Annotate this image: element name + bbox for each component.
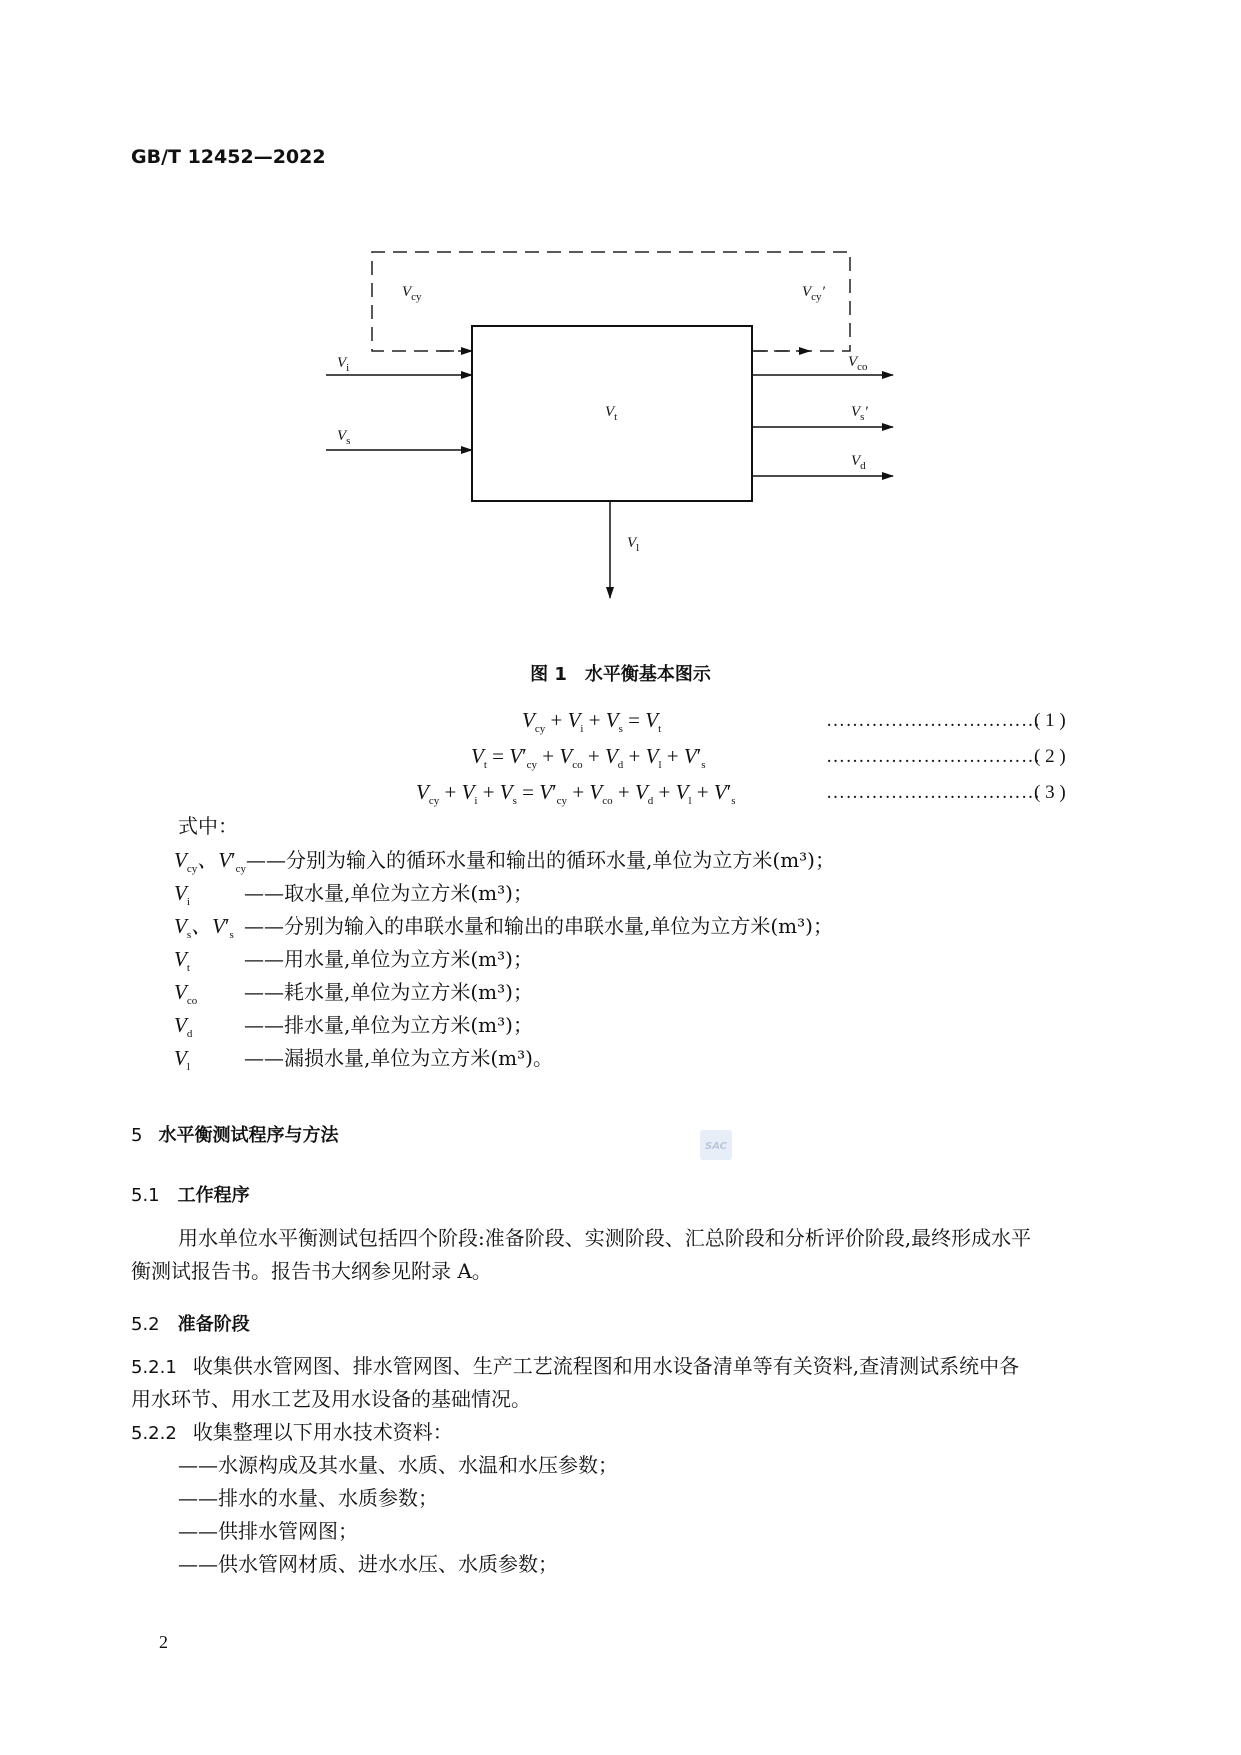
- section-5-1-paragraph-line-1: 用水单位水平衡测试包括四个阶段:准备阶段、实测阶段、汇总阶段和分析评价阶段,最终形成水平: [178, 1226, 1032, 1250]
- section-5-2-heading: 5.2 准备阶段: [131, 1314, 250, 1335]
- label-vt: $V_t$: [605, 404, 618, 423]
- list-item: ——供排水管网图；: [178, 1519, 358, 1543]
- clause-5-2-1-line-1: 5.2.1 收集供水管网图、排水管网图、生产工艺流程图和用水设备清单等有关资料,查清测试系统中各: [131, 1354, 1020, 1378]
- clause-5-2-1-line-2: 用水环节、用水工艺及用水设备的基础情况。: [131, 1387, 531, 1411]
- label-vs-in: $V_s$: [337, 428, 351, 447]
- page-number: 2: [159, 1632, 168, 1652]
- equation-1-number: ( 1 ): [1034, 710, 1066, 731]
- equation-2-leader: ……………………………: [826, 746, 1041, 767]
- svg-text:SAC: SAC: [705, 1141, 727, 1152]
- recycle-loop-dashed: [372, 252, 850, 351]
- equation-3-leader: ……………………………: [826, 782, 1041, 803]
- label-vco: $V_{co}$: [848, 354, 868, 373]
- list-item: ——供水管网材质、进水水压、水质参数；: [178, 1552, 558, 1576]
- definition-vd: $V_d$ ——排水量,单位为立方米(m³)；: [174, 1013, 533, 1041]
- section-5-1-heading: 5.1 工作程序: [131, 1185, 250, 1206]
- section-5-heading: 5 水平衡测试程序与方法: [131, 1125, 339, 1146]
- definition-vt: $V_t$ ——用水量,单位为立方米(m³)；: [174, 947, 533, 975]
- label-vcy-in: $V_{cy}$: [402, 284, 422, 303]
- equation-1-leader: ……………………………: [826, 710, 1041, 731]
- definition-vi: $V_i$ ——取水量,单位为立方米(m³)；: [174, 881, 533, 909]
- list-item: ——排水的水量、水质参数；: [178, 1486, 438, 1510]
- document-id: GB/T 12452—2022: [131, 146, 326, 168]
- where-label: 式中：: [178, 814, 238, 838]
- label-vcy-out: $V_{cy}'$: [802, 284, 825, 303]
- list-item: ——水源构成及其水量、水质、水温和水压参数；: [178, 1453, 618, 1477]
- equation-2-number: ( 2 ): [1034, 746, 1066, 767]
- label-vi: $V_i$: [337, 355, 350, 374]
- equation-3-number: ( 3 ): [1034, 782, 1066, 803]
- label-vs-out: $V_s'$: [851, 404, 868, 423]
- equation-3: $V_{cy} + V_i + V_s = V'_{cy} + V_{co} + V_d + V_l + V'_s$: [416, 780, 736, 808]
- figure-caption: 图 1 水平衡基本图示: [530, 664, 711, 685]
- definition-vco: $V_{co}$ ——耗水量,单位为立方米(m³)；: [174, 980, 533, 1008]
- water-balance-diagram: [0, 0, 1241, 640]
- equation-2: $V_t = V'_{cy} + V_{co} + V_d + V_l + V'_s$: [471, 744, 706, 772]
- section-5-1-paragraph-line-2: 衡测试报告书。报告书大纲参见附录 A。: [131, 1259, 492, 1283]
- equation-1: $V_{cy} + V_i + V_s = V_t$: [522, 708, 662, 736]
- definition-vs: $V_s$、$V'_s$ ——分别为输入的串联水量和输出的串联水量,单位为立方米(m³)；: [174, 914, 833, 942]
- clause-5-2-2: 5.2.2 收集整理以下用水技术资料：: [131, 1420, 453, 1444]
- sac-watermark-logo: [700, 1130, 732, 1160]
- label-vd: $V_d$: [851, 453, 866, 472]
- definition-vcy: $V_{cy}$、$V'_{cy}——$分别为输入的循环水量和输出的循环水量,单位为立方米(m³)；: [174, 848, 835, 876]
- definition-vl: $V_l$ ——漏损水量,单位为立方米(m³)。: [174, 1046, 553, 1074]
- label-vl: $V_l$: [627, 535, 640, 554]
